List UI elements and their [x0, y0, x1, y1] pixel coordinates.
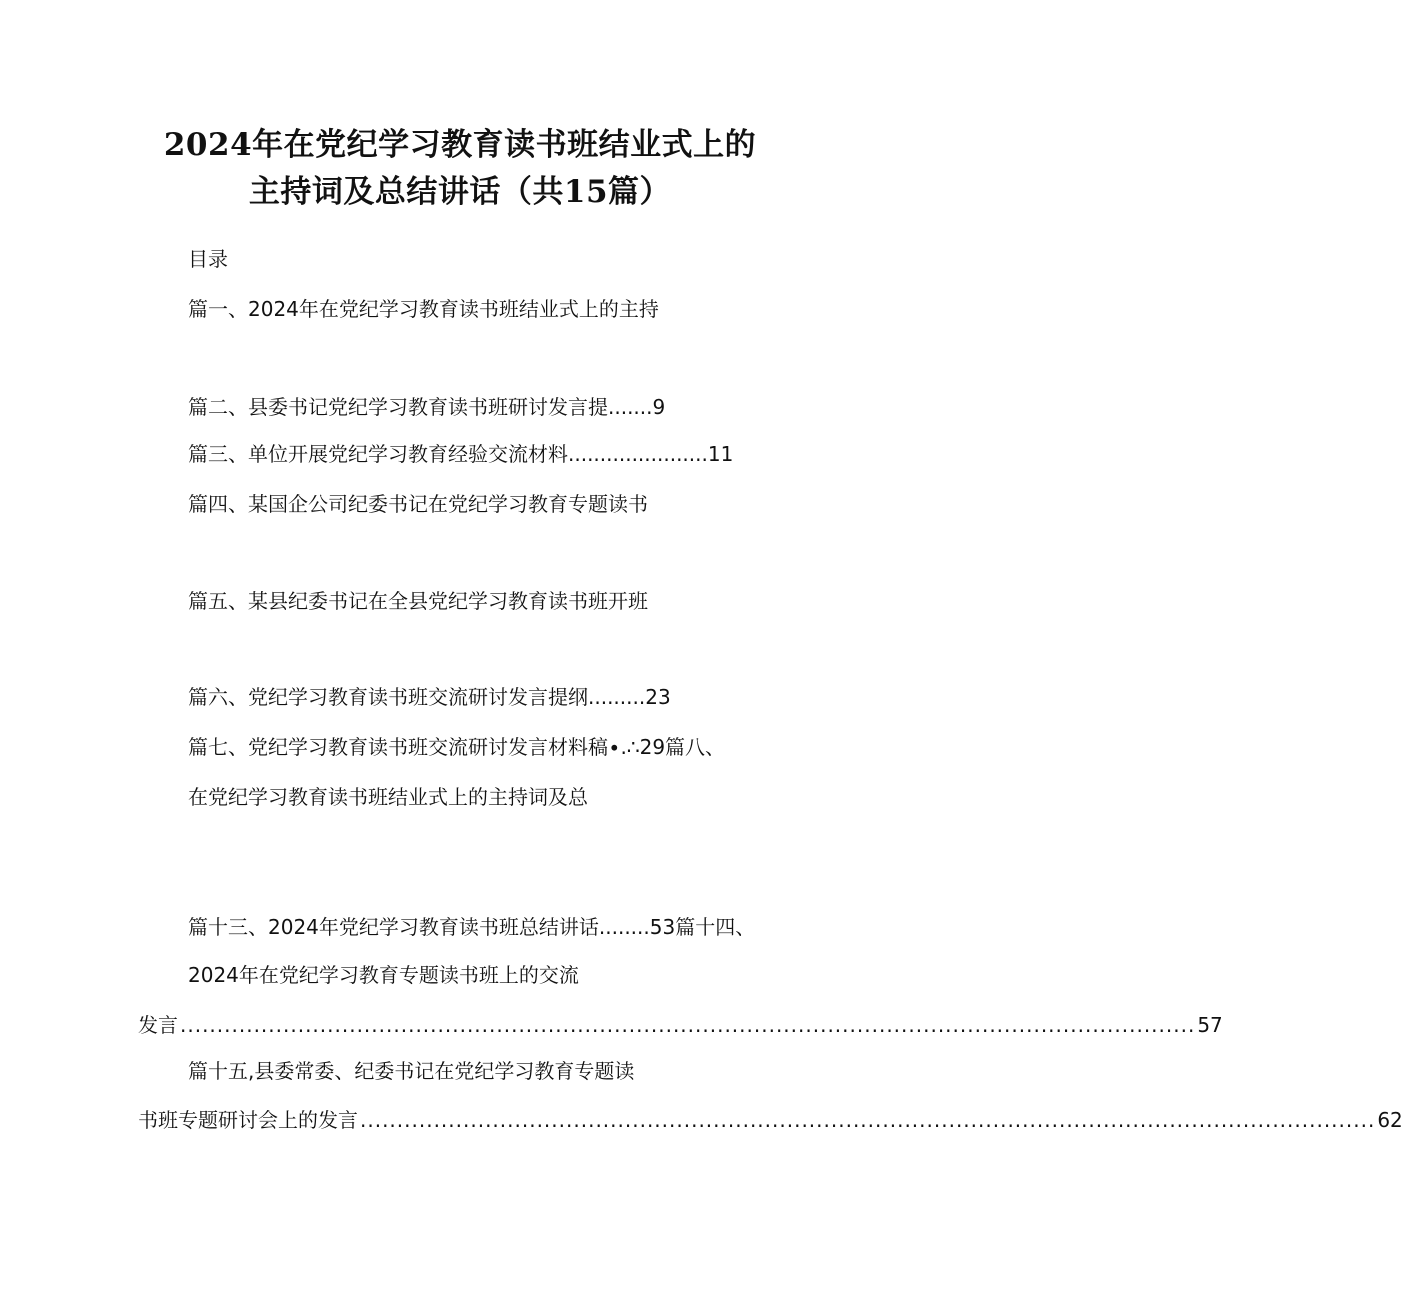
toc-entry-14-text: 发言 [138, 1013, 178, 1037]
dot-leader: .......................................................................................................................................... [180, 1013, 1196, 1037]
toc-entry-15-leader-row [138, 1107, 1403, 1133]
toc-entry-3: 篇三、单位开展党纪学习教育经验交流材料......................11 [188, 442, 734, 466]
title-line-1: 2024年在党纪学习教育读书班结业式上的 [163, 127, 757, 163]
title-line-2: 主持词及总结讲话（共15篇） [248, 174, 672, 210]
toc-entry-4: 篇四、某国企公司纪委书记在党纪学习教育专题读书 [188, 492, 648, 516]
toc-entry-8-continued: 在党纪学习教育读书班结业式上的主持词及总 [188, 785, 588, 809]
toc-entry-15-text: 书班专题研讨会上的发言 [138, 1108, 358, 1132]
toc-entry-15: 篇十五,县委常委、纪委书记在党纪学习教育专题读 [188, 1059, 635, 1083]
toc-entry-14-continued: 2024年在党纪学习教育专题读书班上的交流 [188, 963, 579, 987]
toc-entry-5: 篇五、某县纪委书记在全县党纪学习教育读书班开班 [188, 589, 648, 613]
toc-entry-2: 篇二、县委书记党纪学习教育读书班研讨发言提.......9 [188, 395, 666, 419]
toc-entry-6: 篇六、党纪学习教育读书班交流研讨发言提纲.........23 [188, 685, 671, 709]
toc-entry-14-page: 57 [1197, 1013, 1223, 1037]
toc-entry-7: 篇七、党纪学习教育读书班交流研讨发言材料稿∙.∴29篇八、 [188, 735, 726, 759]
toc-entry-15-page: 62 [1377, 1108, 1403, 1132]
toc-entry-13: 篇十三、2024年党纪学习教育读书班总结讲话........53篇十四、 [188, 915, 756, 939]
dot-leader: .......................................................................................................................................... [360, 1108, 1376, 1132]
toc-entry-14-leader-row [138, 1012, 1223, 1038]
toc-entry-1: 篇一、2024年在党纪学习教育读书班结业式上的主持 [188, 297, 659, 321]
toc-label: 目录 [188, 247, 228, 271]
